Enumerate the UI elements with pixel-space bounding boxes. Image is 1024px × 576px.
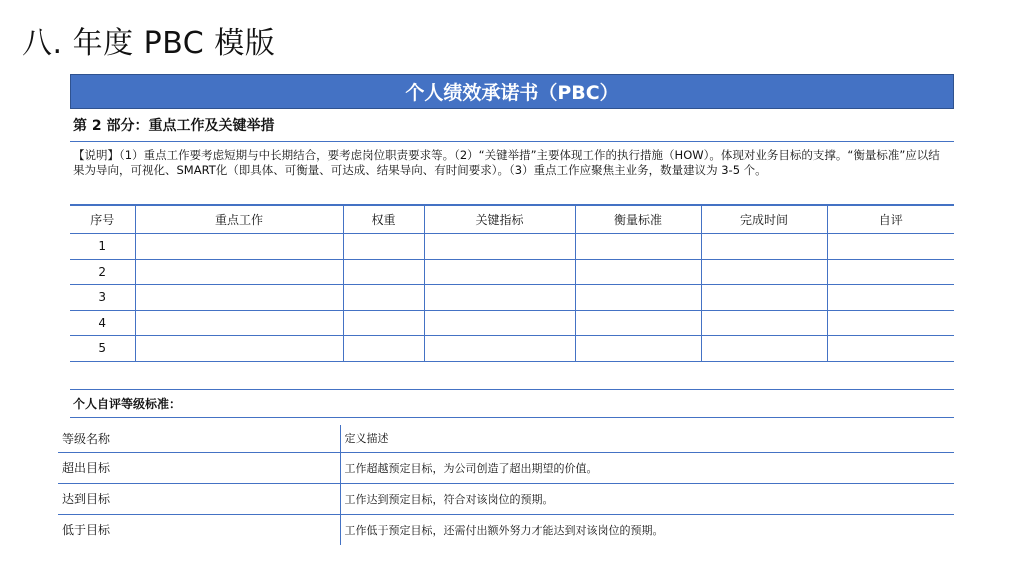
cell-measure[interactable] <box>575 285 701 311</box>
row-index: 4 <box>70 310 135 336</box>
column-header-self-eval: 自评 <box>827 206 954 234</box>
row-index: 2 <box>70 259 135 285</box>
table-spacer <box>70 362 954 390</box>
cell-due-date[interactable] <box>701 234 827 260</box>
cell-self-eval[interactable] <box>827 310 954 336</box>
grading-heading: 个人自评等级标准： <box>70 390 954 418</box>
cell-weight[interactable] <box>343 259 424 285</box>
cell-self-eval[interactable] <box>827 259 954 285</box>
document-banner: 个人绩效承诺书（PBC） <box>70 74 954 109</box>
column-header-measure: 衡量标准 <box>575 206 701 234</box>
cell-due-date[interactable] <box>701 310 827 336</box>
grading-row <box>58 483 954 514</box>
cell-due-date[interactable] <box>701 285 827 311</box>
row-index: 5 <box>70 336 135 362</box>
grading-row <box>58 514 954 545</box>
cell-measure[interactable] <box>575 336 701 362</box>
table-row <box>70 310 954 336</box>
cell-measure[interactable] <box>575 310 701 336</box>
cell-key-work[interactable] <box>135 336 343 362</box>
grade-name: 超出目标 <box>58 452 340 483</box>
pbc-document <box>70 74 954 418</box>
key-work-table <box>70 205 954 362</box>
row-index: 1 <box>70 234 135 260</box>
cell-key-indicator[interactable] <box>424 285 575 311</box>
cell-weight[interactable] <box>343 285 424 311</box>
cell-key-work[interactable] <box>135 310 343 336</box>
cell-key-indicator[interactable] <box>424 259 575 285</box>
instructions-note: 【说明】（1）重点工作要考虑短期与中长期结合，要考虑岗位职责要求等。（2）“关键举措”主要体现工作的执行措施（HOW）。体现对业务目标的支撑。“衡量标准”应以结果为导向，可视化、SMART化（即具体、可衡量、可达成、结果导向、有时间要求）。（3）重点工作应聚焦主业务，数量建议为 3-5 个。 <box>70 141 954 205</box>
cell-due-date[interactable] <box>701 336 827 362</box>
cell-measure[interactable] <box>575 259 701 285</box>
slide-title: 八. 年度 PBC 模版 <box>22 26 276 61</box>
cell-due-date[interactable] <box>701 259 827 285</box>
column-header-due-date: 完成时间 <box>701 206 827 234</box>
cell-key-indicator[interactable] <box>424 234 575 260</box>
grade-name: 低于目标 <box>62 523 111 538</box>
grading-block <box>58 425 954 545</box>
cell-weight[interactable] <box>343 310 424 336</box>
grade-desc: 工作超越预定目标，为公司创造了超出期望的价值。 <box>340 452 954 483</box>
grading-table <box>58 425 954 545</box>
cell-key-work[interactable] <box>135 259 343 285</box>
cell-key-work[interactable] <box>135 285 343 311</box>
table-row <box>70 285 954 311</box>
column-header-weight: 权重 <box>343 206 424 234</box>
grade-name: 达到目标 <box>58 483 340 514</box>
table-row <box>70 234 954 260</box>
table-row <box>70 336 954 362</box>
cell-key-indicator[interactable] <box>424 336 575 362</box>
table-row <box>70 259 954 285</box>
cell-self-eval[interactable] <box>827 336 954 362</box>
cell-key-work[interactable] <box>135 234 343 260</box>
cell-weight[interactable] <box>343 234 424 260</box>
column-header-key-indicator: 关键指标 <box>424 206 575 234</box>
cell-key-indicator[interactable] <box>424 310 575 336</box>
grade-desc: 工作达到预定目标，符合对该岗位的预期。 <box>340 483 954 514</box>
section-heading: 第 2 部分：重点工作及关键举措 <box>73 118 275 134</box>
cell-self-eval[interactable] <box>827 234 954 260</box>
grading-row <box>58 452 954 483</box>
grade-desc: 工作低于预定目标，还需付出额外努力才能达到对该岗位的预期。 <box>340 514 954 545</box>
table-header-row <box>70 206 954 234</box>
row-index: 3 <box>70 285 135 311</box>
column-header-key-work: 重点工作 <box>135 206 343 234</box>
cell-measure[interactable] <box>575 234 701 260</box>
grading-header-row <box>58 425 954 452</box>
cell-self-eval[interactable] <box>827 285 954 311</box>
cell-weight[interactable] <box>343 336 424 362</box>
grading-header-name: 等级名称 <box>58 425 340 452</box>
column-header-index: 序号 <box>70 206 135 234</box>
grading-header-desc: 定义描述 <box>340 425 954 452</box>
